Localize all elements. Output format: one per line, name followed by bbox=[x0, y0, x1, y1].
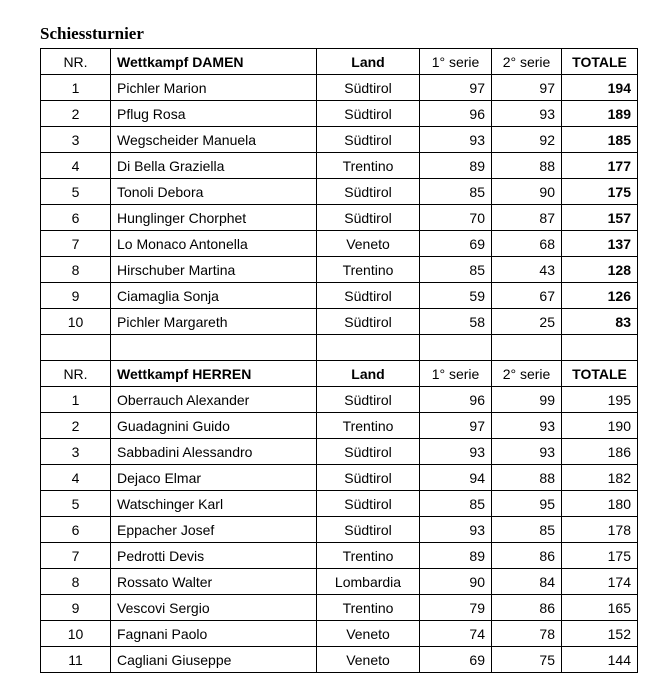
rank-cell: 2 bbox=[41, 101, 111, 127]
rank-cell: 1 bbox=[41, 387, 111, 413]
land-cell: Trentino bbox=[317, 413, 420, 439]
rank-cell: 9 bbox=[41, 283, 111, 309]
total-cell: 83 bbox=[562, 309, 638, 335]
empty-cell bbox=[492, 335, 562, 361]
serie1-cell: 89 bbox=[420, 153, 492, 179]
serie1-cell: 70 bbox=[420, 205, 492, 231]
name-cell: Watschinger Karl bbox=[111, 491, 317, 517]
total-cell: 180 bbox=[562, 491, 638, 517]
name-cell: Dejaco Elmar bbox=[111, 465, 317, 491]
empty-cell bbox=[562, 335, 638, 361]
serie1-cell: 97 bbox=[420, 75, 492, 101]
name-cell: Sabbadini Alessandro bbox=[111, 439, 317, 465]
results-table-body bbox=[41, 49, 638, 673]
land-cell: Südtirol bbox=[317, 205, 420, 231]
serie2-cell: 95 bbox=[492, 491, 562, 517]
serie2-cell: 88 bbox=[492, 153, 562, 179]
header-totale: TOTALE bbox=[562, 361, 638, 387]
name-cell: Pichler Margareth bbox=[111, 309, 317, 335]
rank-cell: 6 bbox=[41, 517, 111, 543]
header-serie1: 1° serie bbox=[420, 49, 492, 75]
land-cell: Trentino bbox=[317, 257, 420, 283]
name-cell: Oberrauch Alexander bbox=[111, 387, 317, 413]
name-cell: Ciamaglia Sonja bbox=[111, 283, 317, 309]
rank-cell: 2 bbox=[41, 413, 111, 439]
damen-table-row bbox=[41, 309, 638, 335]
total-cell: 182 bbox=[562, 465, 638, 491]
serie2-cell: 93 bbox=[492, 101, 562, 127]
damen-table-row bbox=[41, 153, 638, 179]
total-cell: 126 bbox=[562, 283, 638, 309]
herren-table-row bbox=[41, 595, 638, 621]
header-competition: Wettkampf HERREN bbox=[111, 361, 317, 387]
name-cell: Pflug Rosa bbox=[111, 101, 317, 127]
rank-cell: 7 bbox=[41, 231, 111, 257]
serie2-cell: 68 bbox=[492, 231, 562, 257]
herren-table-row bbox=[41, 517, 638, 543]
land-cell: Südtirol bbox=[317, 309, 420, 335]
land-cell: Südtirol bbox=[317, 75, 420, 101]
land-cell: Veneto bbox=[317, 647, 420, 673]
serie2-cell: 99 bbox=[492, 387, 562, 413]
serie2-cell: 97 bbox=[492, 75, 562, 101]
document-title: Schiessturnier bbox=[40, 24, 144, 43]
damen-table-row bbox=[41, 179, 638, 205]
total-cell: 194 bbox=[562, 75, 638, 101]
rank-cell: 1 bbox=[41, 75, 111, 101]
total-cell: 157 bbox=[562, 205, 638, 231]
serie1-cell: 96 bbox=[420, 387, 492, 413]
rank-cell: 9 bbox=[41, 595, 111, 621]
header-nr: NR. bbox=[41, 49, 111, 75]
land-cell: Veneto bbox=[317, 231, 420, 257]
serie1-cell: 85 bbox=[420, 179, 492, 205]
total-cell: 178 bbox=[562, 517, 638, 543]
serie1-cell: 90 bbox=[420, 569, 492, 595]
results-table bbox=[40, 48, 638, 673]
total-cell: 174 bbox=[562, 569, 638, 595]
serie1-cell: 69 bbox=[420, 231, 492, 257]
serie1-cell: 93 bbox=[420, 517, 492, 543]
serie2-cell: 86 bbox=[492, 543, 562, 569]
header-nr: NR. bbox=[41, 361, 111, 387]
land-cell: Südtirol bbox=[317, 387, 420, 413]
serie2-cell: 93 bbox=[492, 413, 562, 439]
serie2-cell: 85 bbox=[492, 517, 562, 543]
name-cell: Hirschuber Martina bbox=[111, 257, 317, 283]
header-serie1: 1° serie bbox=[420, 361, 492, 387]
serie1-cell: 96 bbox=[420, 101, 492, 127]
total-cell: 195 bbox=[562, 387, 638, 413]
total-cell: 185 bbox=[562, 127, 638, 153]
rank-cell: 4 bbox=[41, 465, 111, 491]
total-cell: 152 bbox=[562, 621, 638, 647]
serie1-cell: 89 bbox=[420, 543, 492, 569]
herren-table-row bbox=[41, 647, 638, 673]
herren-table-row bbox=[41, 387, 638, 413]
land-cell: Südtirol bbox=[317, 439, 420, 465]
name-cell: Di Bella Graziella bbox=[111, 153, 317, 179]
name-cell: Pedrotti Devis bbox=[111, 543, 317, 569]
total-cell: 189 bbox=[562, 101, 638, 127]
serie2-cell: 90 bbox=[492, 179, 562, 205]
land-cell: Südtirol bbox=[317, 179, 420, 205]
serie1-cell: 69 bbox=[420, 647, 492, 673]
herren-table-row bbox=[41, 439, 638, 465]
land-cell: Trentino bbox=[317, 543, 420, 569]
herren-table-row bbox=[41, 491, 638, 517]
name-cell: Guadagnini Guido bbox=[111, 413, 317, 439]
total-cell: 175 bbox=[562, 543, 638, 569]
empty-cell bbox=[420, 335, 492, 361]
rank-cell: 8 bbox=[41, 569, 111, 595]
total-cell: 137 bbox=[562, 231, 638, 257]
serie1-cell: 74 bbox=[420, 621, 492, 647]
herren-table-row bbox=[41, 621, 638, 647]
name-cell: Eppacher Josef bbox=[111, 517, 317, 543]
header-land: Land bbox=[317, 361, 420, 387]
serie2-cell: 25 bbox=[492, 309, 562, 335]
name-cell: Lo Monaco Antonella bbox=[111, 231, 317, 257]
rank-cell: 10 bbox=[41, 621, 111, 647]
total-cell: 128 bbox=[562, 257, 638, 283]
serie2-cell: 87 bbox=[492, 205, 562, 231]
serie2-cell: 67 bbox=[492, 283, 562, 309]
rank-cell: 3 bbox=[41, 127, 111, 153]
herren-table-row bbox=[41, 569, 638, 595]
rank-cell: 7 bbox=[41, 543, 111, 569]
serie2-cell: 88 bbox=[492, 465, 562, 491]
serie2-cell: 43 bbox=[492, 257, 562, 283]
name-cell: Pichler Marion bbox=[111, 75, 317, 101]
herren-table-row bbox=[41, 543, 638, 569]
land-cell: Südtirol bbox=[317, 127, 420, 153]
serie2-cell: 78 bbox=[492, 621, 562, 647]
empty-cell bbox=[317, 335, 420, 361]
serie1-cell: 85 bbox=[420, 257, 492, 283]
land-cell: Südtirol bbox=[317, 283, 420, 309]
header-totale: TOTALE bbox=[562, 49, 638, 75]
serie2-cell: 84 bbox=[492, 569, 562, 595]
header-competition: Wettkampf DAMEN bbox=[111, 49, 317, 75]
name-cell: Cagliani Giuseppe bbox=[111, 647, 317, 673]
rank-cell: 4 bbox=[41, 153, 111, 179]
damen-table-row bbox=[41, 127, 638, 153]
serie1-cell: 79 bbox=[420, 595, 492, 621]
header-serie2: 2° serie bbox=[492, 49, 562, 75]
serie1-cell: 93 bbox=[420, 439, 492, 465]
serie1-cell: 59 bbox=[420, 283, 492, 309]
land-cell: Lombardia bbox=[317, 569, 420, 595]
land-cell: Südtirol bbox=[317, 101, 420, 127]
total-cell: 144 bbox=[562, 647, 638, 673]
serie2-cell: 92 bbox=[492, 127, 562, 153]
name-cell: Fagnani Paolo bbox=[111, 621, 317, 647]
header-serie2: 2° serie bbox=[492, 361, 562, 387]
damen-table-row bbox=[41, 101, 638, 127]
land-cell: Südtirol bbox=[317, 491, 420, 517]
damen-header-row bbox=[41, 49, 638, 75]
total-cell: 190 bbox=[562, 413, 638, 439]
serie1-cell: 94 bbox=[420, 465, 492, 491]
damen-table-row bbox=[41, 283, 638, 309]
land-cell: Trentino bbox=[317, 595, 420, 621]
herren-table-row bbox=[41, 465, 638, 491]
name-cell: Hunglinger Chorphet bbox=[111, 205, 317, 231]
serie1-cell: 93 bbox=[420, 127, 492, 153]
herren-header-row bbox=[41, 361, 638, 387]
serie2-cell: 86 bbox=[492, 595, 562, 621]
rank-cell: 11 bbox=[41, 647, 111, 673]
rank-cell: 5 bbox=[41, 491, 111, 517]
name-cell: Wegscheider Manuela bbox=[111, 127, 317, 153]
name-cell: Rossato Walter bbox=[111, 569, 317, 595]
name-cell: Tonoli Debora bbox=[111, 179, 317, 205]
land-cell: Veneto bbox=[317, 621, 420, 647]
total-cell: 177 bbox=[562, 153, 638, 179]
rank-cell: 3 bbox=[41, 439, 111, 465]
serie2-cell: 93 bbox=[492, 439, 562, 465]
serie1-cell: 85 bbox=[420, 491, 492, 517]
header-land: Land bbox=[317, 49, 420, 75]
total-cell: 175 bbox=[562, 179, 638, 205]
land-cell: Südtirol bbox=[317, 517, 420, 543]
name-cell: Vescovi Sergio bbox=[111, 595, 317, 621]
rank-cell: 6 bbox=[41, 205, 111, 231]
damen-table-row bbox=[41, 231, 638, 257]
serie1-cell: 58 bbox=[420, 309, 492, 335]
rank-cell: 10 bbox=[41, 309, 111, 335]
rank-cell: 5 bbox=[41, 179, 111, 205]
serie1-cell: 97 bbox=[420, 413, 492, 439]
damen-table-row bbox=[41, 257, 638, 283]
empty-cell bbox=[41, 335, 111, 361]
serie2-cell: 75 bbox=[492, 647, 562, 673]
total-cell: 186 bbox=[562, 439, 638, 465]
damen-table-row bbox=[41, 205, 638, 231]
spacer-row bbox=[41, 335, 638, 361]
herren-table-row bbox=[41, 413, 638, 439]
damen-table-row bbox=[41, 75, 638, 101]
rank-cell: 8 bbox=[41, 257, 111, 283]
total-cell: 165 bbox=[562, 595, 638, 621]
land-cell: Südtirol bbox=[317, 465, 420, 491]
land-cell: Trentino bbox=[317, 153, 420, 179]
empty-cell bbox=[111, 335, 317, 361]
